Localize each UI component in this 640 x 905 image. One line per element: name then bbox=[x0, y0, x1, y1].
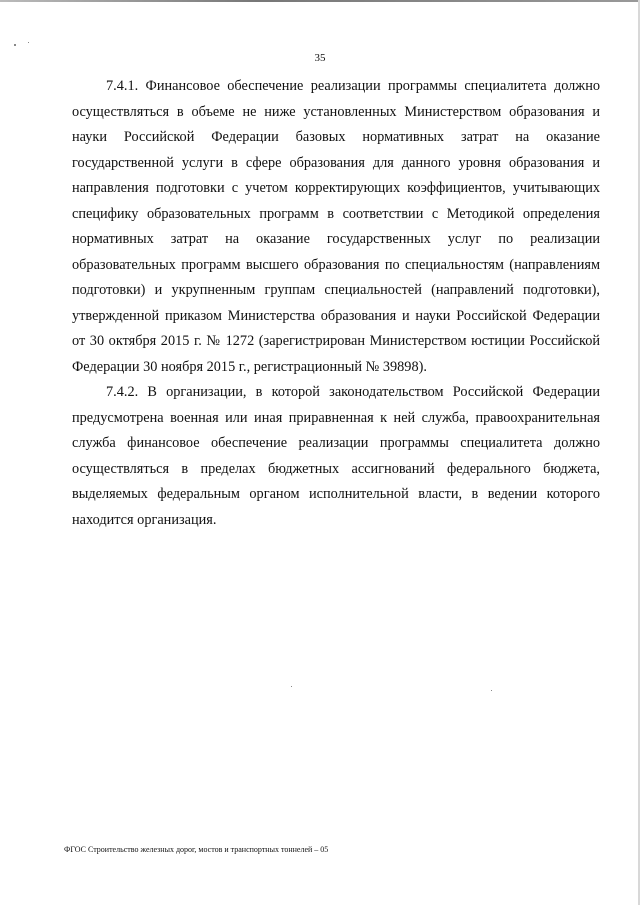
document-body bbox=[72, 74, 600, 533]
scan-mark bbox=[28, 42, 29, 43]
scan-mark bbox=[14, 44, 16, 46]
scan-top-edge bbox=[0, 0, 640, 2]
scan-mark bbox=[491, 690, 492, 691]
paragraph-7-4-1: 7.4.1. Финансовое обеспечение реализации программы специалитета должно осуществляться в объеме не ниже установленных Министерством образования и науки Российской Федерации базовых нормативных затрат на оказание государственной услуги в сфере образования для данного уровня образования и направления подготовки с учетом корректирующих коэффициентов, учитывающих специфику образовательных программ в соответствии с Методикой определения нормативных затрат на оказание государственных услуг по реализации образовательных программ высшего образования по специальностям (направлениям подготовки) и укрупненным группам специальностей (направлений подготовки), утвержденной приказом Министерства образования и науки Российской Федерации от 30 октября 2015 г. № 1272 (зарегистрирован Министерством юстиции Российской Федерации 30 ноября 2015 г., регистрационный № 39898). bbox=[72, 78, 600, 375]
document-footer: ФГОС Строительство железных дорог, мостов и транспортных тоннелей – 05 bbox=[64, 845, 329, 854]
page-number: 35 bbox=[314, 52, 326, 64]
paragraph-7-4-2: 7.4.2. В организации, в которой законодательством Российской Федерации предусмотрена военная или иная приравненная к ней служба, правоохранительная служба финансовое обеспечение реализации программы специалитета должно осуществляться в пределах бюджетных ассигнований федерального бюджета, выделяемых федеральным органом исполнительной власти, в ведении которого находится организация. bbox=[72, 384, 600, 528]
scan-mark bbox=[291, 686, 292, 687]
